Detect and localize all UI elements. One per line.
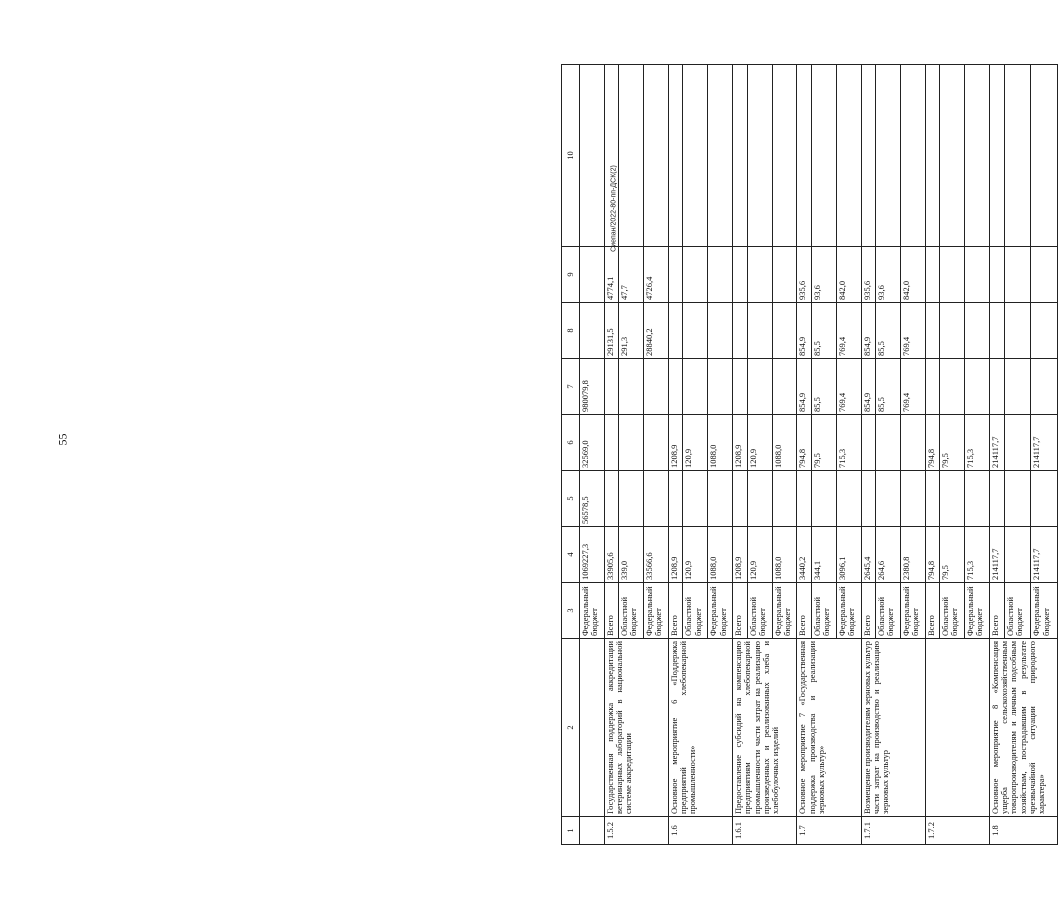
activity-description-cell: Возмещение производителям зерновых культур части затрат на производство и реализацию зерновых культур xyxy=(861,639,925,817)
value-cell-9 xyxy=(683,247,708,303)
value-cell-8 xyxy=(1031,303,1058,359)
value-cell-8: 854,9 xyxy=(861,303,875,359)
value-cell-10 xyxy=(747,65,772,247)
funding-source-cell: Федеральный бюджет xyxy=(644,583,669,639)
funding-source-cell: Всего xyxy=(861,583,875,639)
value-cell-5 xyxy=(990,471,1005,527)
value-cell-6: 79,5 xyxy=(940,415,965,471)
value-cell-9 xyxy=(772,247,797,303)
activity-description-cell: Государственная поддержка аккредитации ветеринарных лабораторий в национальной системе аккредитации xyxy=(604,639,668,817)
value-cell-7 xyxy=(669,359,683,415)
funding-source-cell: Областной бюджет xyxy=(619,583,644,639)
total-value-cell: 1088,0 xyxy=(772,527,797,583)
total-value-cell xyxy=(1005,527,1031,583)
value-cell-7 xyxy=(747,359,772,415)
value-cell-9: 842,0 xyxy=(900,247,925,303)
column-header: 4 xyxy=(562,527,580,583)
value-cell-10 xyxy=(644,65,669,247)
value-cell-9: 842,0 xyxy=(836,247,861,303)
value-cell-7 xyxy=(604,359,618,415)
activity-description-cell: Предоставление субсидий на компенсацию предприятиям хлебопекарной промышленности части затрат на реализацию произведенных и реализованных хлеба и хлебобулочных изделий xyxy=(733,639,797,817)
value-cell-7 xyxy=(683,359,708,415)
document-code: Сиепан/2022-80-пп-ДСК(2) xyxy=(610,165,618,252)
value-cell-8 xyxy=(940,303,965,359)
value-cell-5 xyxy=(1005,471,1031,527)
value-cell-9 xyxy=(940,247,965,303)
value-cell-10 xyxy=(990,65,1005,247)
value-cell-8 xyxy=(669,303,683,359)
total-value-cell: 214117,7 xyxy=(1031,527,1058,583)
value-cell-10 xyxy=(733,65,747,247)
item-number-cell: 1.7.2 xyxy=(925,817,989,845)
value-cell-10 xyxy=(900,65,925,247)
value-cell-5 xyxy=(669,471,683,527)
value-cell-9: 4726,4 xyxy=(644,247,669,303)
value-cell-7 xyxy=(708,359,733,415)
value-cell-10 xyxy=(811,65,836,247)
value-cell-6: 794,8 xyxy=(797,415,811,471)
value-cell-5 xyxy=(619,471,644,527)
column-header: 8 xyxy=(562,303,580,359)
value-cell-7 xyxy=(940,359,965,415)
value-cell-5 xyxy=(708,471,733,527)
budget-table xyxy=(561,64,1058,845)
header-row xyxy=(562,65,580,845)
item-number-cell xyxy=(580,817,605,845)
value-cell-10 xyxy=(861,65,875,247)
item-number-cell: 1.6.1 xyxy=(733,817,797,845)
value-cell-5 xyxy=(683,471,708,527)
value-cell-7: 769,4 xyxy=(900,359,925,415)
funding-source-cell: Всего xyxy=(669,583,683,639)
value-cell-8: 769,4 xyxy=(900,303,925,359)
activity-description-cell xyxy=(580,639,605,817)
value-cell-6: 715,3 xyxy=(965,415,990,471)
value-cell-6: 120,9 xyxy=(683,415,708,471)
funding-source-cell: Областной бюджет xyxy=(811,583,836,639)
value-cell-8 xyxy=(747,303,772,359)
funding-source-cell: Областной бюджет xyxy=(875,583,900,639)
value-cell-10 xyxy=(708,65,733,247)
value-cell-8: 854,9 xyxy=(797,303,811,359)
funding-source-cell: Федеральный бюджет xyxy=(965,583,990,639)
value-cell-10 xyxy=(1005,65,1031,247)
funding-source-cell: Федеральный бюджет xyxy=(836,583,861,639)
value-cell-10 xyxy=(965,65,990,247)
table-row xyxy=(990,65,1005,845)
value-cell-7: 769,4 xyxy=(836,359,861,415)
value-cell-9 xyxy=(733,247,747,303)
value-cell-8 xyxy=(733,303,747,359)
table-row xyxy=(669,65,683,845)
funding-source-cell: Областной бюджет xyxy=(747,583,772,639)
total-value-cell: 2645,4 xyxy=(861,527,875,583)
value-cell-10 xyxy=(772,65,797,247)
value-cell-8: 769,4 xyxy=(836,303,861,359)
value-cell-9: 47,7 xyxy=(619,247,644,303)
activity-description-cell xyxy=(925,639,989,817)
value-cell-9: 935,6 xyxy=(797,247,811,303)
value-cell-7 xyxy=(965,359,990,415)
value-cell-7: 854,9 xyxy=(797,359,811,415)
value-cell-5 xyxy=(836,471,861,527)
value-cell-6: 79,5 xyxy=(811,415,836,471)
value-cell-8: 291,3 xyxy=(619,303,644,359)
value-cell-10 xyxy=(875,65,900,247)
value-cell-5 xyxy=(797,471,811,527)
funding-source-cell: Всего xyxy=(604,583,618,639)
column-header: 10 xyxy=(562,65,580,247)
value-cell-8 xyxy=(772,303,797,359)
total-value-cell: 3096,1 xyxy=(836,527,861,583)
value-cell-9 xyxy=(965,247,990,303)
value-cell-5 xyxy=(604,471,618,527)
value-cell-8 xyxy=(965,303,990,359)
value-cell-6 xyxy=(1005,415,1031,471)
table-row xyxy=(580,65,605,845)
total-value-cell: 214117,7 xyxy=(990,527,1005,583)
funding-source-cell: Федеральный бюджет xyxy=(1031,583,1058,639)
value-cell-9 xyxy=(669,247,683,303)
value-cell-6: 214117,7 xyxy=(990,415,1005,471)
funding-source-cell: Областной бюджет xyxy=(683,583,708,639)
value-cell-9: 4774,1 xyxy=(604,247,618,303)
activity-description-cell: Основное мероприятие 8 «Компенсация ущерба сельскохозяйственным товаропроизводителям и личным подсобным хозяйствам, пострадавшим в результате чрезвычайной ситуации природного характера» xyxy=(990,639,1058,817)
item-number-cell: 1.5.2 xyxy=(604,817,668,845)
value-cell-8: 85,5 xyxy=(875,303,900,359)
value-cell-5 xyxy=(644,471,669,527)
total-value-cell: 120,9 xyxy=(747,527,772,583)
value-cell-8 xyxy=(990,303,1005,359)
value-cell-8 xyxy=(925,303,939,359)
value-cell-5 xyxy=(940,471,965,527)
table-row xyxy=(925,65,939,845)
total-value-cell: 1208,9 xyxy=(669,527,683,583)
value-cell-9 xyxy=(990,247,1005,303)
value-cell-6 xyxy=(861,415,875,471)
value-cell-9 xyxy=(580,247,605,303)
column-header: 6 xyxy=(562,415,580,471)
item-number-cell: 1.7.1 xyxy=(861,817,925,845)
funding-source-cell: Федеральный бюджет xyxy=(900,583,925,639)
total-value-cell: 715,3 xyxy=(965,527,990,583)
total-value-cell: 794,8 xyxy=(925,527,939,583)
total-value-cell: 3440,2 xyxy=(797,527,811,583)
value-cell-6: 120,9 xyxy=(747,415,772,471)
value-cell-10 xyxy=(836,65,861,247)
table-row xyxy=(604,65,618,845)
column-header: 2 xyxy=(562,639,580,817)
value-cell-8 xyxy=(683,303,708,359)
value-cell-10 xyxy=(604,65,618,247)
value-cell-6: 32569,0 xyxy=(580,415,605,471)
total-value-cell: 339,0 xyxy=(619,527,644,583)
value-cell-5 xyxy=(900,471,925,527)
column-header: 3 xyxy=(562,583,580,639)
value-cell-5: 56578,5 xyxy=(580,471,605,527)
funding-source-cell: Областной бюджет xyxy=(940,583,965,639)
table-row xyxy=(861,65,875,845)
total-value-cell: 120,9 xyxy=(683,527,708,583)
value-cell-7 xyxy=(925,359,939,415)
value-cell-9: 93,6 xyxy=(811,247,836,303)
funding-source-cell: Всего xyxy=(990,583,1005,639)
value-cell-8 xyxy=(708,303,733,359)
funding-source-cell: Всего xyxy=(797,583,811,639)
value-cell-6: 1088,0 xyxy=(772,415,797,471)
value-cell-6: 1208,9 xyxy=(669,415,683,471)
value-cell-10 xyxy=(925,65,939,247)
item-number-cell: 1.8 xyxy=(990,817,1058,845)
value-cell-6: 794,8 xyxy=(925,415,939,471)
value-cell-5 xyxy=(811,471,836,527)
total-value-cell: 79,5 xyxy=(940,527,965,583)
total-value-cell: 264,6 xyxy=(875,527,900,583)
total-value-cell: 2380,8 xyxy=(900,527,925,583)
value-cell-7: 85,5 xyxy=(875,359,900,415)
value-cell-5 xyxy=(925,471,939,527)
value-cell-8 xyxy=(580,303,605,359)
value-cell-7 xyxy=(644,359,669,415)
value-cell-10 xyxy=(669,65,683,247)
value-cell-6 xyxy=(604,415,618,471)
value-cell-10 xyxy=(619,65,644,247)
value-cell-7 xyxy=(1031,359,1058,415)
value-cell-9 xyxy=(1031,247,1058,303)
value-cell-9 xyxy=(925,247,939,303)
value-cell-7 xyxy=(1005,359,1031,415)
value-cell-7: 85,5 xyxy=(811,359,836,415)
funding-source-cell: Всего xyxy=(925,583,939,639)
page-number: 55 xyxy=(55,433,70,446)
activity-description-cell: Основное мероприятие 7 «Государственная поддержка производства и реализации зерновых культур» xyxy=(797,639,861,817)
value-cell-7 xyxy=(772,359,797,415)
column-header: 7 xyxy=(562,359,580,415)
value-cell-9 xyxy=(747,247,772,303)
value-cell-6: 715,3 xyxy=(836,415,861,471)
rotated-table-container xyxy=(561,64,1058,845)
activity-description-cell: Основное мероприятие 6 «Поддержка предприятий хлебопекарной промышленности» xyxy=(669,639,733,817)
total-value-cell: 1208,9 xyxy=(733,527,747,583)
value-cell-5 xyxy=(1031,471,1058,527)
value-cell-9 xyxy=(708,247,733,303)
value-cell-7 xyxy=(619,359,644,415)
value-cell-5 xyxy=(733,471,747,527)
total-value-cell: 1088,0 xyxy=(708,527,733,583)
value-cell-6: 1208,9 xyxy=(733,415,747,471)
funding-source-cell: Федеральный бюджет xyxy=(772,583,797,639)
value-cell-6 xyxy=(619,415,644,471)
value-cell-7: 854,9 xyxy=(861,359,875,415)
value-cell-5 xyxy=(747,471,772,527)
value-cell-10 xyxy=(797,65,811,247)
value-cell-9 xyxy=(1005,247,1031,303)
funding-source-cell: Областной бюджет xyxy=(1005,583,1031,639)
total-value-cell: 33905,6 xyxy=(604,527,618,583)
value-cell-6 xyxy=(644,415,669,471)
value-cell-6 xyxy=(875,415,900,471)
item-number-cell: 1.6 xyxy=(669,817,733,845)
value-cell-7: 980079,8 xyxy=(580,359,605,415)
funding-source-cell: Всего xyxy=(733,583,747,639)
table-row xyxy=(733,65,747,845)
value-cell-8: 29131,5 xyxy=(604,303,618,359)
value-cell-10 xyxy=(580,65,605,247)
value-cell-7 xyxy=(733,359,747,415)
value-cell-6: 1088,0 xyxy=(708,415,733,471)
value-cell-5 xyxy=(875,471,900,527)
value-cell-8: 85,5 xyxy=(811,303,836,359)
table-row xyxy=(797,65,811,845)
funding-source-cell: Федеральный бюджет xyxy=(580,583,605,639)
funding-source-cell: Федеральный бюджет xyxy=(708,583,733,639)
value-cell-8 xyxy=(1005,303,1031,359)
column-header: 5 xyxy=(562,471,580,527)
total-value-cell: 1069227,3 xyxy=(580,527,605,583)
column-header: 9 xyxy=(562,247,580,303)
value-cell-10 xyxy=(940,65,965,247)
value-cell-8: 28840,2 xyxy=(644,303,669,359)
total-value-cell: 33566,6 xyxy=(644,527,669,583)
value-cell-10 xyxy=(683,65,708,247)
value-cell-5 xyxy=(861,471,875,527)
column-header: 1 xyxy=(562,817,580,845)
total-value-cell: 344,1 xyxy=(811,527,836,583)
value-cell-5 xyxy=(965,471,990,527)
value-cell-7 xyxy=(990,359,1005,415)
item-number-cell: 1.7 xyxy=(797,817,861,845)
value-cell-9: 935,6 xyxy=(861,247,875,303)
value-cell-9: 93,6 xyxy=(875,247,900,303)
value-cell-5 xyxy=(772,471,797,527)
value-cell-6 xyxy=(900,415,925,471)
value-cell-6: 214117,7 xyxy=(1031,415,1058,471)
value-cell-10 xyxy=(1031,65,1058,247)
